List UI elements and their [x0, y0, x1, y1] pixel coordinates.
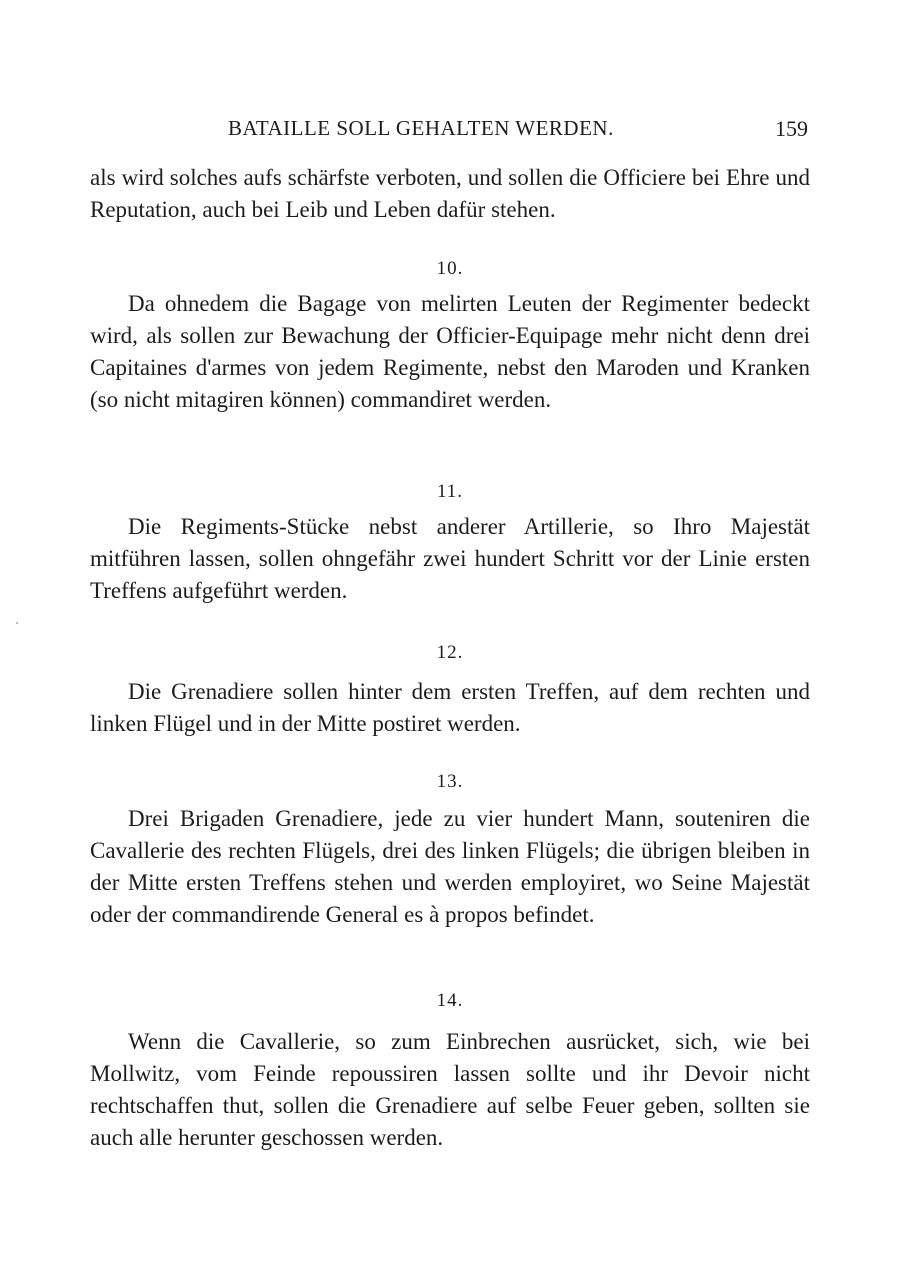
section-text-11: Die Regiments-Stücke nebst anderer Artillerie, so Ihro Majestät mitführen lassen, sollen ohngefähr zwei hundert Schritt vor der Linie ersten Treffens aufgeführt werden.	[90, 514, 810, 603]
section-number-11: 11.	[436, 481, 464, 502]
section-text-10: Da ohnedem die Bagage von melirten Leuten der Regimenter bedeckt wird, als sollen zur Bewachung der Officier-Equipage mehr nicht denn drei Capitaines d'armes von jedem Regimente, nebst den Maroden und Kranken (so nicht mitagiren können) commandiret werden.	[90, 291, 810, 412]
section-text-14: Wenn die Cavallerie, so zum Einbrechen ausrücket, sich, wie bei Mollwitz, vom Feinde repoussiren lassen sollte und ihr Devoir nicht rechtschaffen thut, sollen die Grenadiere auf selbe Feuer geben, sollten sie auch alle herunter geschossen werden.	[90, 1029, 810, 1150]
running-head	[0, 116, 900, 146]
section-number-12: 12.	[436, 642, 464, 663]
scan-edge-mark	[16, 622, 18, 624]
running-title: BATAILLE SOLL GEHALTEN WERDEN.	[228, 116, 614, 140]
section-text-13: Drei Brigaden Grenadiere, jede zu vier hundert Mann, souteniren die Cavallerie des rechten Flügels, drei des linken Flügels; die übrigen bleiben in der Mitte ersten Treffens stehen und werden employiret, wo Seine Majestät oder der commandirende General es à propos befindet.	[90, 806, 810, 927]
section-number-14: 14.	[436, 990, 464, 1011]
page-number: 159	[775, 116, 808, 141]
section-number-13: 13.	[436, 771, 464, 792]
section-number-10: 10.	[436, 258, 464, 279]
continuation-paragraph: als wird solches aufs schärfste verboten, und sollen die Officiere bei Ehre und Reputation, auch bei Leib und Leben dafür stehen.	[90, 165, 810, 222]
section-text-12: Die Grenadiere sollen hinter dem ersten Treffen, auf dem rechten und linken Flügel und in der Mitte postiret werden.	[90, 679, 810, 736]
